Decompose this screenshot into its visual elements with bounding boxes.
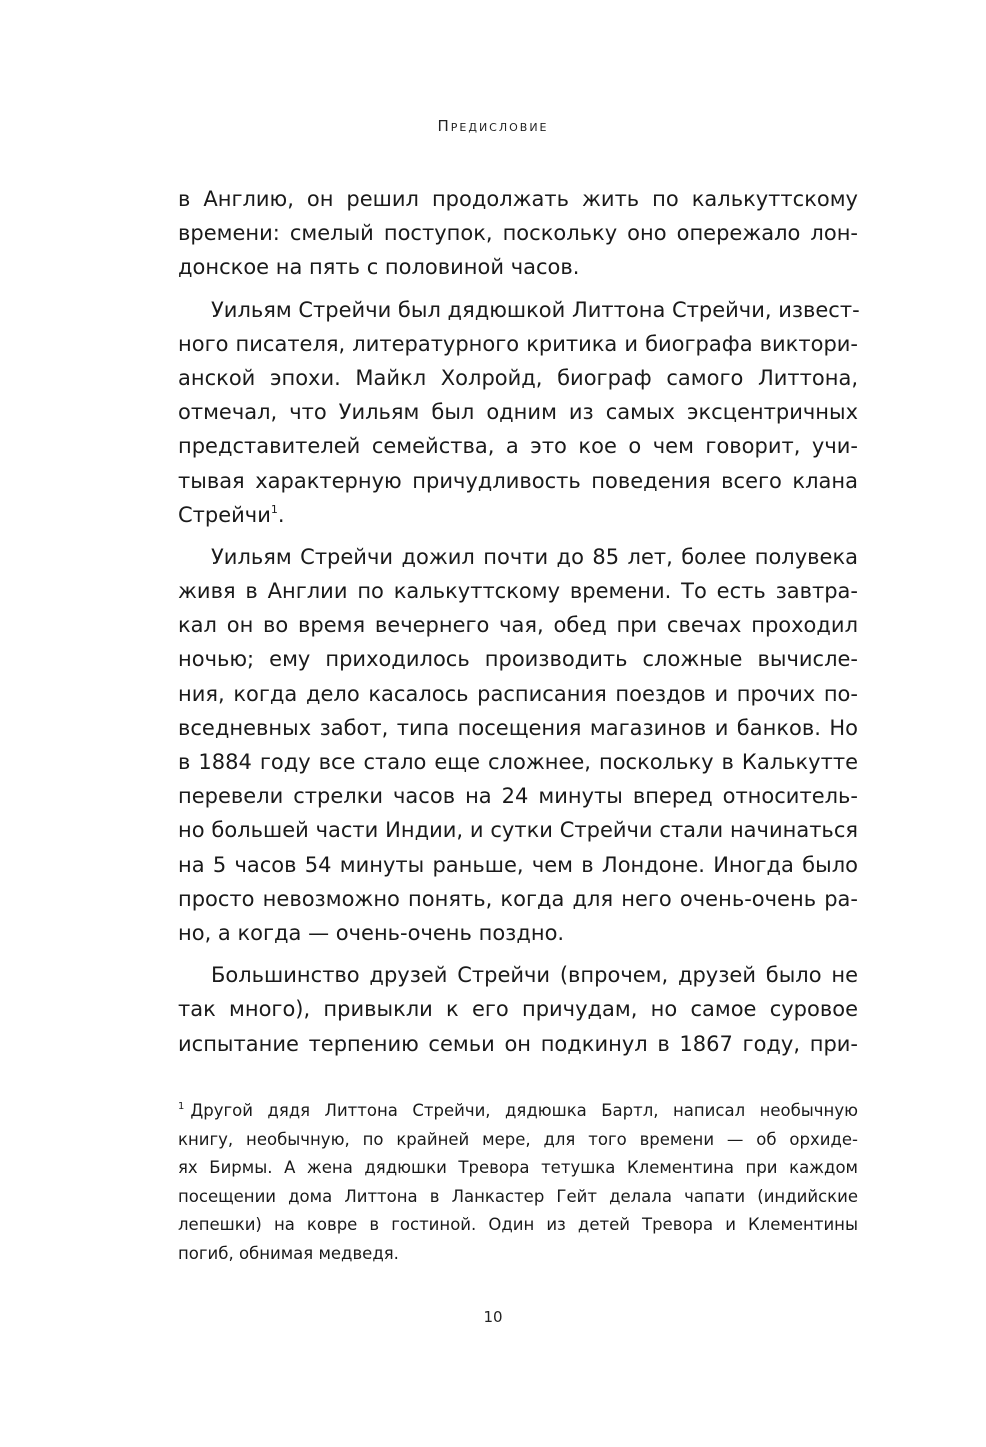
footnote-line: лепешки) на ковре в гостиной. Один из детей Тревора и Клементины: [178, 1215, 858, 1234]
paragraph: [178, 958, 858, 1061]
footnote-line-content: Другой дядя Литтона Стрейчи, дядюшка Бартл, написал необычную: [190, 1101, 858, 1120]
text-line: представителей семейства, а это кое о чем говорит, учи-: [178, 434, 858, 459]
text-line: [178, 498, 858, 532]
text-line: живя в Англии по калькуттскому времени. То есть завтра-: [178, 579, 858, 604]
text-line: просто невозможно понять, когда для него очень-очень ра-: [178, 886, 858, 911]
text-line: вседневных забот, типа посещения магазинов и банков. Но: [178, 715, 858, 740]
running-head: Предисловие: [437, 117, 549, 135]
text-line: ночью; ему приходилось производить сложные вычисле-: [178, 647, 858, 672]
text-line: в 1884 году все стало еще сложнее, поскольку в Калькутте: [178, 750, 858, 774]
footnote: [178, 1097, 858, 1268]
footnote-line: погиб, обнимая медведя.: [178, 1243, 399, 1263]
text-line: анской эпохи. Майкл Холройд, биограф самого Литтона,: [178, 365, 858, 390]
text-line: так много), привыкли к его причудам, но самое суровое: [178, 997, 858, 1022]
text-line: отмечал, что Уильям был одним из самых эксцентричных: [178, 400, 858, 425]
footnote-line: посещении дома Литтона в Ланкастер Гейт делала чапати (индийские: [178, 1186, 858, 1206]
text-line: тывая характерную причудливость поведения всего клана: [178, 468, 858, 493]
text-line: но, а когда — очень-очень поздно.: [178, 920, 565, 945]
footnote-line: [178, 1097, 858, 1126]
text-line: донское на пять с половиной часов.: [178, 255, 580, 280]
text-line: ного писателя, литературного критика и биографа виктори-: [178, 331, 858, 356]
text-line: испытание терпению семьи он подкинул в 1867 году, при-: [178, 1031, 858, 1056]
text-line: времени: смелый поступок, поскольку оно опережало лон-: [178, 221, 858, 246]
text-line: Большинство друзей Стрейчи (впрочем, друзей было не: [211, 963, 858, 988]
text-line: ния, когда дело касалось расписания поездов и прочих по-: [178, 681, 858, 706]
text-line: в Англию, он решил продолжать жить по калькуттскому: [178, 187, 858, 211]
page-number: 10: [483, 1308, 503, 1326]
text-line-content: Стрейчи: [178, 502, 271, 527]
paragraph: [178, 293, 858, 532]
footnote-mark: 1: [178, 1101, 185, 1112]
paragraph: [178, 182, 858, 285]
text-line: Уильям Стрейчи был дядюшкой Литтона Стрейчи, извест-: [211, 297, 860, 322]
text-line: кал он во время вечернего чая, обед при свечах проходил: [178, 613, 858, 638]
text-line: но большей части Индии, и сутки Стрейчи стали начинаться: [178, 818, 858, 843]
paragraph: [178, 540, 858, 950]
text-line: перевели стрелки часов на 24 минуты вперед относитель-: [178, 784, 858, 809]
footnote-line: ях Бирмы. А жена дядюшки Тревора тетушка Клементина при каждом: [178, 1158, 858, 1177]
footnote-line: книгу, необычную, по крайней мере, для того времени — об орхиде-: [178, 1129, 858, 1149]
text-line: Уильям Стрейчи дожил почти до 85 лет, более полувека: [211, 544, 858, 569]
sentence-end: .: [277, 502, 285, 527]
footnote-reference[interactable]: 1: [270, 502, 278, 516]
main-text: [178, 182, 858, 1061]
text-line: на 5 часов 54 минуты раньше, чем в Лондоне. Иногда было: [178, 852, 858, 877]
